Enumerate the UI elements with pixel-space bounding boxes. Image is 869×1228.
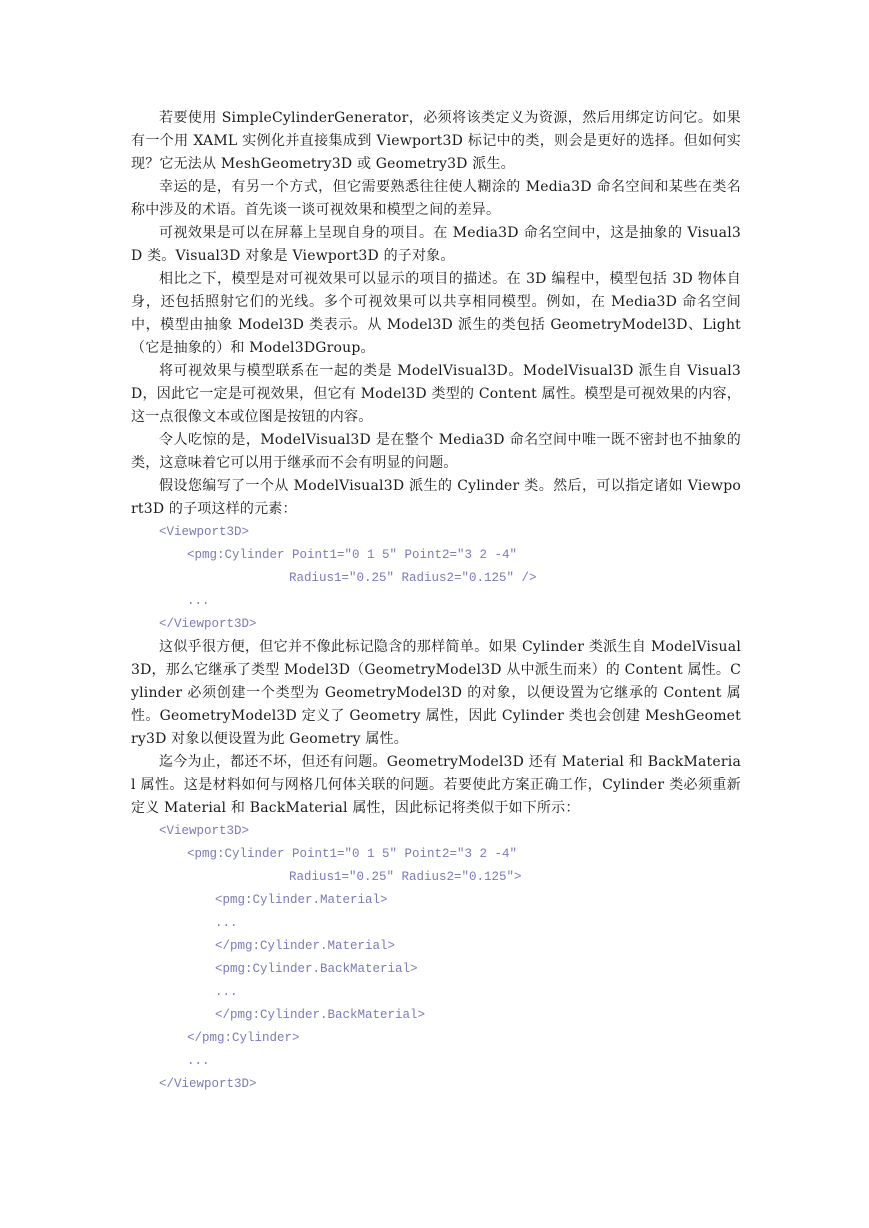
paragraph: 幸运的是，有另一个方式，但它需要熟悉往往使人糊涂的 Media3D 命名空间和某些在类名称中涉及的术语。首先谈一谈可视效果和模型之间的差异。 <box>131 179 741 218</box>
code-block-1 <box>131 521 741 636</box>
code-line: <pmg:Cylinder Point1="0 1 5" Point2="3 2 -4" <box>187 548 518 562</box>
code-line: Radius1="0.25" Radius2="0.125" /> <box>289 571 537 585</box>
code-line: <Viewport3D> <box>159 525 250 539</box>
paragraph: 相比之下，模型是对可视效果可以显示的项目的描述。在 3D 编程中，模型包括 3D 物体自身，还包括照射它们的光线。多个可视效果可以共享相同模型。例如，在 Media3D 命名空间中，模型由抽象 Model3D 类表示。从 Model3D 派生的类包括 GeometryModel3D、Light（它是抽象的）和 Model3DGroup。 <box>131 271 741 356</box>
paragraph: 可视效果是可以在屏幕上呈现自身的项目。在 Media3D 命名空间中，这是抽象的 Visual3D 类。Visual3D 对象是 Viewport3D 的子对象。 <box>131 225 741 264</box>
document-page <box>131 107 741 1096</box>
code-line: ... <box>187 1054 210 1068</box>
code-line: <pmg:Cylinder.Material> <box>215 893 388 907</box>
code-line: ... <box>215 916 238 930</box>
code-line: </Viewport3D> <box>159 617 257 631</box>
code-line: ... <box>187 594 210 608</box>
paragraph: 假设您编写了一个从 ModelVisual3D 派生的 Cylinder 类。然后，可以指定诸如 Viewport3D 的子项这样的元素： <box>131 478 741 517</box>
code-line: </pmg:Cylinder.Material> <box>215 939 396 953</box>
code-line: Radius1="0.25" Radius2="0.125"> <box>289 870 522 884</box>
code-line: </Viewport3D> <box>159 1077 257 1091</box>
paragraph: 迄今为止，都还不坏，但还有问题。GeometryModel3D 还有 Material 和 BackMaterial 属性。这是材料如何与网格几何体关联的问题。若要使此方案正确工作，Cylinder 类必须重新定义 Material 和 BackMaterial 属性，因此标记将类似于如下所示： <box>131 754 741 816</box>
code-line: ... <box>215 985 238 999</box>
code-line: <pmg:Cylinder.BackMaterial> <box>215 962 418 976</box>
code-line: </pmg:Cylinder.BackMaterial> <box>215 1008 426 1022</box>
paragraph: 这似乎很方便，但它并不像此标记隐含的那样简单。如果 Cylinder 类派生自 ModelVisual3D，那么它继承了类型 Model3D（GeometryModel3D 从中派生而来）的 Content 属性。Cylinder 必须创建一个类型为 GeometryModel3D 的对象，以便设置为它继承的 Content 属性。GeometryModel3D 定义了 Geometry 属性，因此 Cylinder 类也会创建 MeshGeometry3D 对象以便设置为此 Geometry 属性。 <box>131 639 741 747</box>
code-line: <pmg:Cylinder Point1="0 1 5" Point2="3 2 -4" <box>187 847 518 861</box>
paragraph: 令人吃惊的是，ModelVisual3D 是在整个 Media3D 命名空间中唯一既不密封也不抽象的类，这意味着它可以用于继承而不会有明显的问题。 <box>131 432 741 471</box>
code-line: </pmg:Cylinder> <box>187 1031 300 1045</box>
paragraph: 若要使用 SimpleCylinderGenerator，必须将该类定义为资源，然后用绑定访问它。如果有一个用 XAML 实例化并直接集成到 Viewport3D 标记中的类，则会是更好的选择。但如何实现？它无法从 MeshGeometry3D 或 Geometry3D 派生。 <box>131 110 741 172</box>
code-line: <Viewport3D> <box>159 824 250 838</box>
code-block-2 <box>131 820 741 1096</box>
paragraph: 将可视效果与模型联系在一起的类是 ModelVisual3D。ModelVisual3D 派生自 Visual3D，因此它一定是可视效果，但它有 Model3D 类型的 Content 属性。模型是可视效果的内容，这一点很像文本或位图是按钮的内容。 <box>131 363 741 425</box>
